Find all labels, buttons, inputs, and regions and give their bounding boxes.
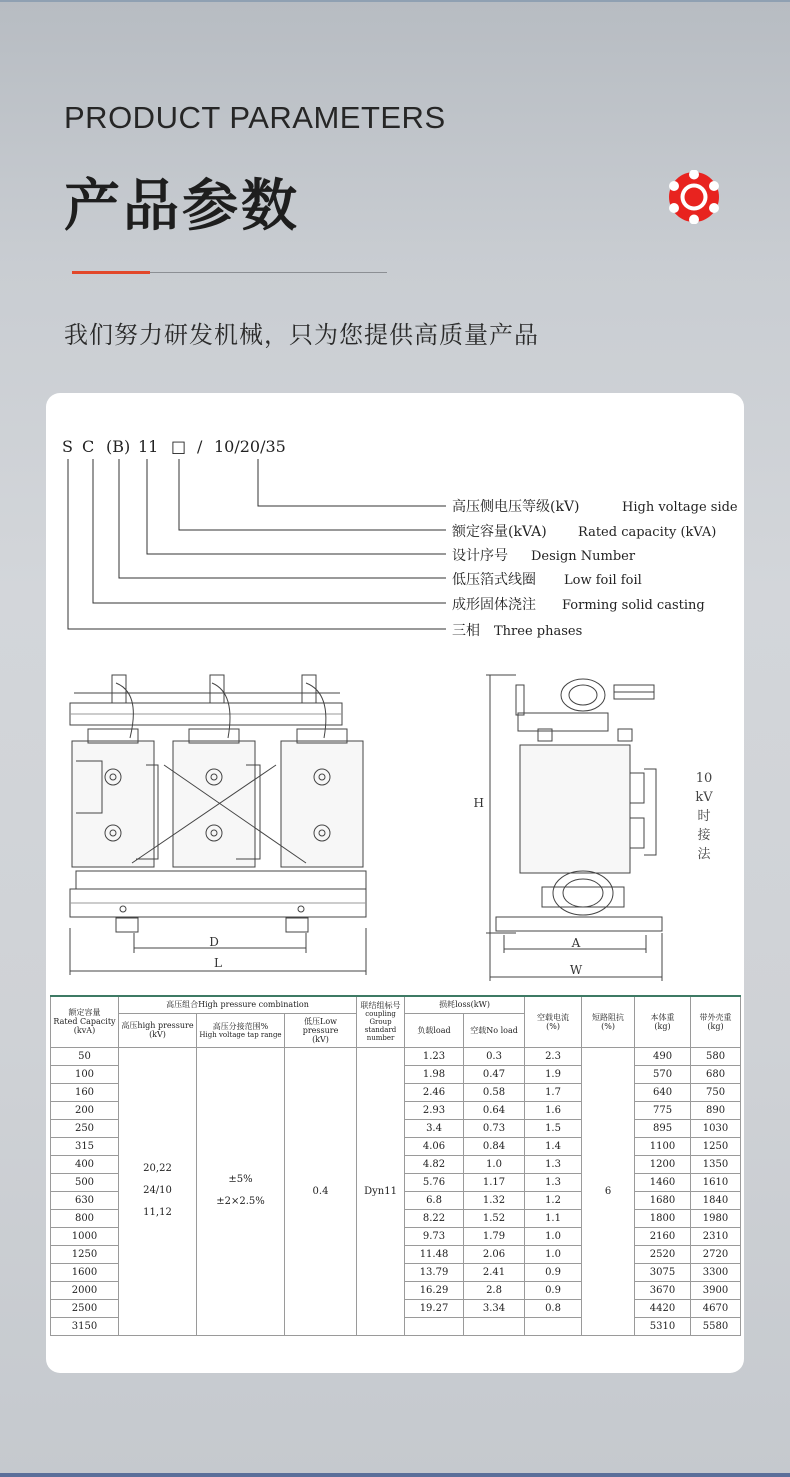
cell-shell-weight: 1030 — [691, 1119, 741, 1137]
cell-capacity: 1000 — [51, 1227, 119, 1245]
dim-label-w: W — [569, 963, 583, 977]
cell-load-loss: 8.22 — [405, 1209, 464, 1227]
cell-tap-range — [197, 1047, 285, 1335]
cell-weight: 2160 — [635, 1227, 691, 1245]
page-title-en: PRODUCT PARAMETERS — [64, 100, 446, 135]
cell-shell-weight: 5580 — [691, 1317, 741, 1335]
cell-weight: 5310 — [635, 1317, 691, 1335]
code-part-voltage: 10/20/35 — [214, 437, 286, 456]
cell-weight: 3670 — [635, 1281, 691, 1299]
cell-weight: 895 — [635, 1119, 691, 1137]
cell-noload-loss: 3.34 — [464, 1299, 525, 1317]
hv-value: 11,12 — [143, 1207, 172, 1218]
header-current: 空载电流 (%) — [525, 996, 582, 1047]
cell-noload-current: 0.8 — [525, 1299, 582, 1317]
cell-noload-current: 1.4 — [525, 1137, 582, 1155]
header-tap: 高压分接范围% High voltage tap range — [197, 1013, 285, 1047]
cell-noload-loss: 0.64 — [464, 1101, 525, 1119]
cell-noload-current: 0.9 — [525, 1281, 582, 1299]
table-row — [51, 1047, 741, 1065]
cell-weight: 4420 — [635, 1299, 691, 1317]
header-shell-weight: 带外壳重 (kg) — [691, 996, 741, 1047]
cell-capacity: 200 — [51, 1101, 119, 1119]
cell-noload-loss: 1.0 — [464, 1155, 525, 1173]
top-border — [0, 0, 790, 2]
cell-noload-current: 0.9 — [525, 1263, 582, 1281]
cell-weight: 1800 — [635, 1209, 691, 1227]
tap-value: ±2×2.5% — [216, 1196, 265, 1207]
code-part-box: □ — [171, 437, 187, 456]
cell-noload-current: 1.1 — [525, 1209, 582, 1227]
cell-noload-loss: 1.52 — [464, 1209, 525, 1227]
note-shi: 时 — [697, 809, 711, 824]
cell-shell-weight: 4670 — [691, 1299, 741, 1317]
cell-noload-current: 1.6 — [525, 1101, 582, 1119]
cell-shell-weight: 580 — [691, 1047, 741, 1065]
cell-weight: 570 — [635, 1065, 691, 1083]
cell-noload-loss: 0.47 — [464, 1065, 525, 1083]
cell-shell-weight: 2310 — [691, 1227, 741, 1245]
label-casting-cn: 成形固体浇注 — [452, 597, 536, 613]
cell-noload-loss: 2.41 — [464, 1263, 525, 1281]
header-hv-group: 高压组合High pressure combination — [119, 996, 357, 1013]
cell-weight: 640 — [635, 1083, 691, 1101]
parameters-card — [46, 393, 744, 1373]
cell-shell-weight: 1250 — [691, 1137, 741, 1155]
cell-load-loss: 13.79 — [405, 1263, 464, 1281]
cell-capacity: 800 — [51, 1209, 119, 1227]
cell-capacity: 100 — [51, 1065, 119, 1083]
cell-shell-weight: 750 — [691, 1083, 741, 1101]
page-subtitle: 我们努力研发机械，只为您提供高质量产品 — [64, 321, 539, 349]
cell-noload-loss: 0.58 — [464, 1083, 525, 1101]
cell-noload-loss: 1.17 — [464, 1173, 525, 1191]
cell-shell-weight: 2720 — [691, 1245, 741, 1263]
cell-capacity: 1250 — [51, 1245, 119, 1263]
cell-capacity: 500 — [51, 1173, 119, 1191]
cell-noload-loss: 0.84 — [464, 1137, 525, 1155]
cell-noload-current: 1.5 — [525, 1119, 582, 1137]
hv-value: 24/10 — [143, 1185, 172, 1196]
cell-shell-weight: 1350 — [691, 1155, 741, 1173]
cell-noload-current: 1.0 — [525, 1227, 582, 1245]
cell-load-loss: 5.76 — [405, 1173, 464, 1191]
cell-load-loss: 19.27 — [405, 1299, 464, 1317]
label-phase-en: Three phases — [494, 624, 583, 639]
cell-weight: 490 — [635, 1047, 691, 1065]
cell-weight: 2520 — [635, 1245, 691, 1263]
label-phase-cn: 三相 — [452, 623, 480, 639]
cell-noload-current: 1.0 — [525, 1245, 582, 1263]
red-gear-icon — [667, 170, 721, 224]
label-foil-cn: 低压箔式线圈 — [452, 572, 536, 588]
header-lv: 低压Low pressure (kV) — [285, 1013, 357, 1047]
label-hv-cn: 高压侧电压等级(kV) — [452, 499, 580, 515]
header-impedance: 短路阻抗 (%) — [582, 996, 635, 1047]
cell-weight: 1460 — [635, 1173, 691, 1191]
cell-noload-loss: 1.32 — [464, 1191, 525, 1209]
cell-load-loss: 1.98 — [405, 1065, 464, 1083]
tap-value: ±5% — [228, 1174, 253, 1185]
cell-load-loss: 2.46 — [405, 1083, 464, 1101]
label-design-en: Design Number — [531, 549, 636, 564]
header-loss: 损耗loss(kW) — [405, 996, 525, 1013]
header-noload: 空载No load — [464, 1013, 525, 1047]
cell-capacity: 3150 — [51, 1317, 119, 1335]
cell-noload-loss: 0.73 — [464, 1119, 525, 1137]
dim-label-h: H — [473, 796, 484, 810]
code-part-11: 11 — [138, 437, 159, 456]
note-fa: 法 — [697, 847, 711, 862]
label-casting-en: Forming solid casting — [562, 598, 705, 613]
label-design-cn: 设计序号 — [452, 548, 508, 564]
label-hv-en: High voltage side — [622, 500, 738, 515]
cell-capacity: 2500 — [51, 1299, 119, 1317]
cell-shell-weight: 890 — [691, 1101, 741, 1119]
cell-noload-current: 1.7 — [525, 1083, 582, 1101]
cell-shell-weight: 1840 — [691, 1191, 741, 1209]
cell-capacity: 315 — [51, 1137, 119, 1155]
cell-weight: 1680 — [635, 1191, 691, 1209]
cell-noload-loss: 1.79 — [464, 1227, 525, 1245]
cell-weight: 1100 — [635, 1137, 691, 1155]
cell-capacity: 160 — [51, 1083, 119, 1101]
cell-impedance: 6 — [582, 1047, 635, 1335]
label-capacity-cn: 额定容量(kVA) — [452, 524, 547, 540]
dim-label-a: A — [571, 936, 581, 950]
cell-noload-current: 2.3 — [525, 1047, 582, 1065]
note-kv: kV — [695, 790, 713, 805]
bottom-border — [0, 1473, 790, 1477]
cell-shell-weight: 3300 — [691, 1263, 741, 1281]
cell-weight: 775 — [635, 1101, 691, 1119]
cell-load-loss: 2.93 — [405, 1101, 464, 1119]
hv-value: 20,22 — [143, 1163, 172, 1174]
cell-lv-voltage: 0.4 — [285, 1047, 357, 1335]
cell-capacity: 1600 — [51, 1263, 119, 1281]
code-part-c: C — [82, 437, 95, 456]
cell-shell-weight: 680 — [691, 1065, 741, 1083]
cell-noload-loss: 0.3 — [464, 1047, 525, 1065]
cell-load-loss: 1.23 — [405, 1047, 464, 1065]
header-capacity: 额定容量 Rated Capacity (kvA) — [51, 996, 119, 1047]
cell-weight: 1200 — [635, 1155, 691, 1173]
cell-capacity: 2000 — [51, 1281, 119, 1299]
label-capacity-en: Rated capacity (kVA) — [578, 525, 717, 540]
header-weight: 本体重 (kg) — [635, 996, 691, 1047]
cell-noload-loss: 2.8 — [464, 1281, 525, 1299]
cell-load-loss: 11.48 — [405, 1245, 464, 1263]
cell-noload-loss: 2.06 — [464, 1245, 525, 1263]
code-part-s: S — [62, 437, 73, 456]
cell-capacity: 630 — [51, 1191, 119, 1209]
header-load: 负载load — [405, 1013, 464, 1047]
cell-load-loss: 6.8 — [405, 1191, 464, 1209]
label-foil-en: Low foil foil — [564, 573, 642, 588]
cell-noload-current: 1.2 — [525, 1191, 582, 1209]
cell-capacity: 400 — [51, 1155, 119, 1173]
cell-capacity: 250 — [51, 1119, 119, 1137]
cell-capacity: 50 — [51, 1047, 119, 1065]
header-coupling: 联结组标号 coupling Group standard number — [357, 996, 405, 1047]
code-part-b: (B) — [106, 437, 131, 456]
cell-coupling: Dyn11 — [357, 1047, 405, 1335]
cell-load-loss: 16.29 — [405, 1281, 464, 1299]
page-title-cn: 产品参数 — [64, 174, 300, 239]
cell-shell-weight: 1980 — [691, 1209, 741, 1227]
cell-noload-current: 1.3 — [525, 1155, 582, 1173]
dim-label-d: D — [209, 935, 219, 949]
code-part-slash: / — [197, 437, 203, 456]
cell-load-loss: 4.82 — [405, 1155, 464, 1173]
note-10: 10 — [695, 771, 713, 786]
cell-load-loss: 4.06 — [405, 1137, 464, 1155]
cell-noload-current — [525, 1317, 582, 1335]
dim-label-l: L — [214, 956, 222, 970]
note-jie: 接 — [697, 828, 711, 843]
cell-weight: 3075 — [635, 1263, 691, 1281]
parameter-table — [50, 995, 741, 1336]
cell-shell-weight: 1610 — [691, 1173, 741, 1191]
cell-load-loss — [405, 1317, 464, 1335]
cell-load-loss: 3.4 — [405, 1119, 464, 1137]
parameter-table-body — [51, 1047, 741, 1335]
cell-shell-weight: 3900 — [691, 1281, 741, 1299]
cell-noload-loss — [464, 1317, 525, 1335]
cell-noload-current: 1.9 — [525, 1065, 582, 1083]
front-view-drawing — [70, 675, 366, 975]
cell-hv-voltage — [119, 1047, 197, 1335]
cell-noload-current: 1.3 — [525, 1173, 582, 1191]
header-hv: 高压high pressure (kV) — [119, 1013, 197, 1047]
transformer-drawings — [46, 393, 744, 993]
cell-load-loss: 9.73 — [405, 1227, 464, 1245]
title-divider-accent — [72, 271, 150, 274]
